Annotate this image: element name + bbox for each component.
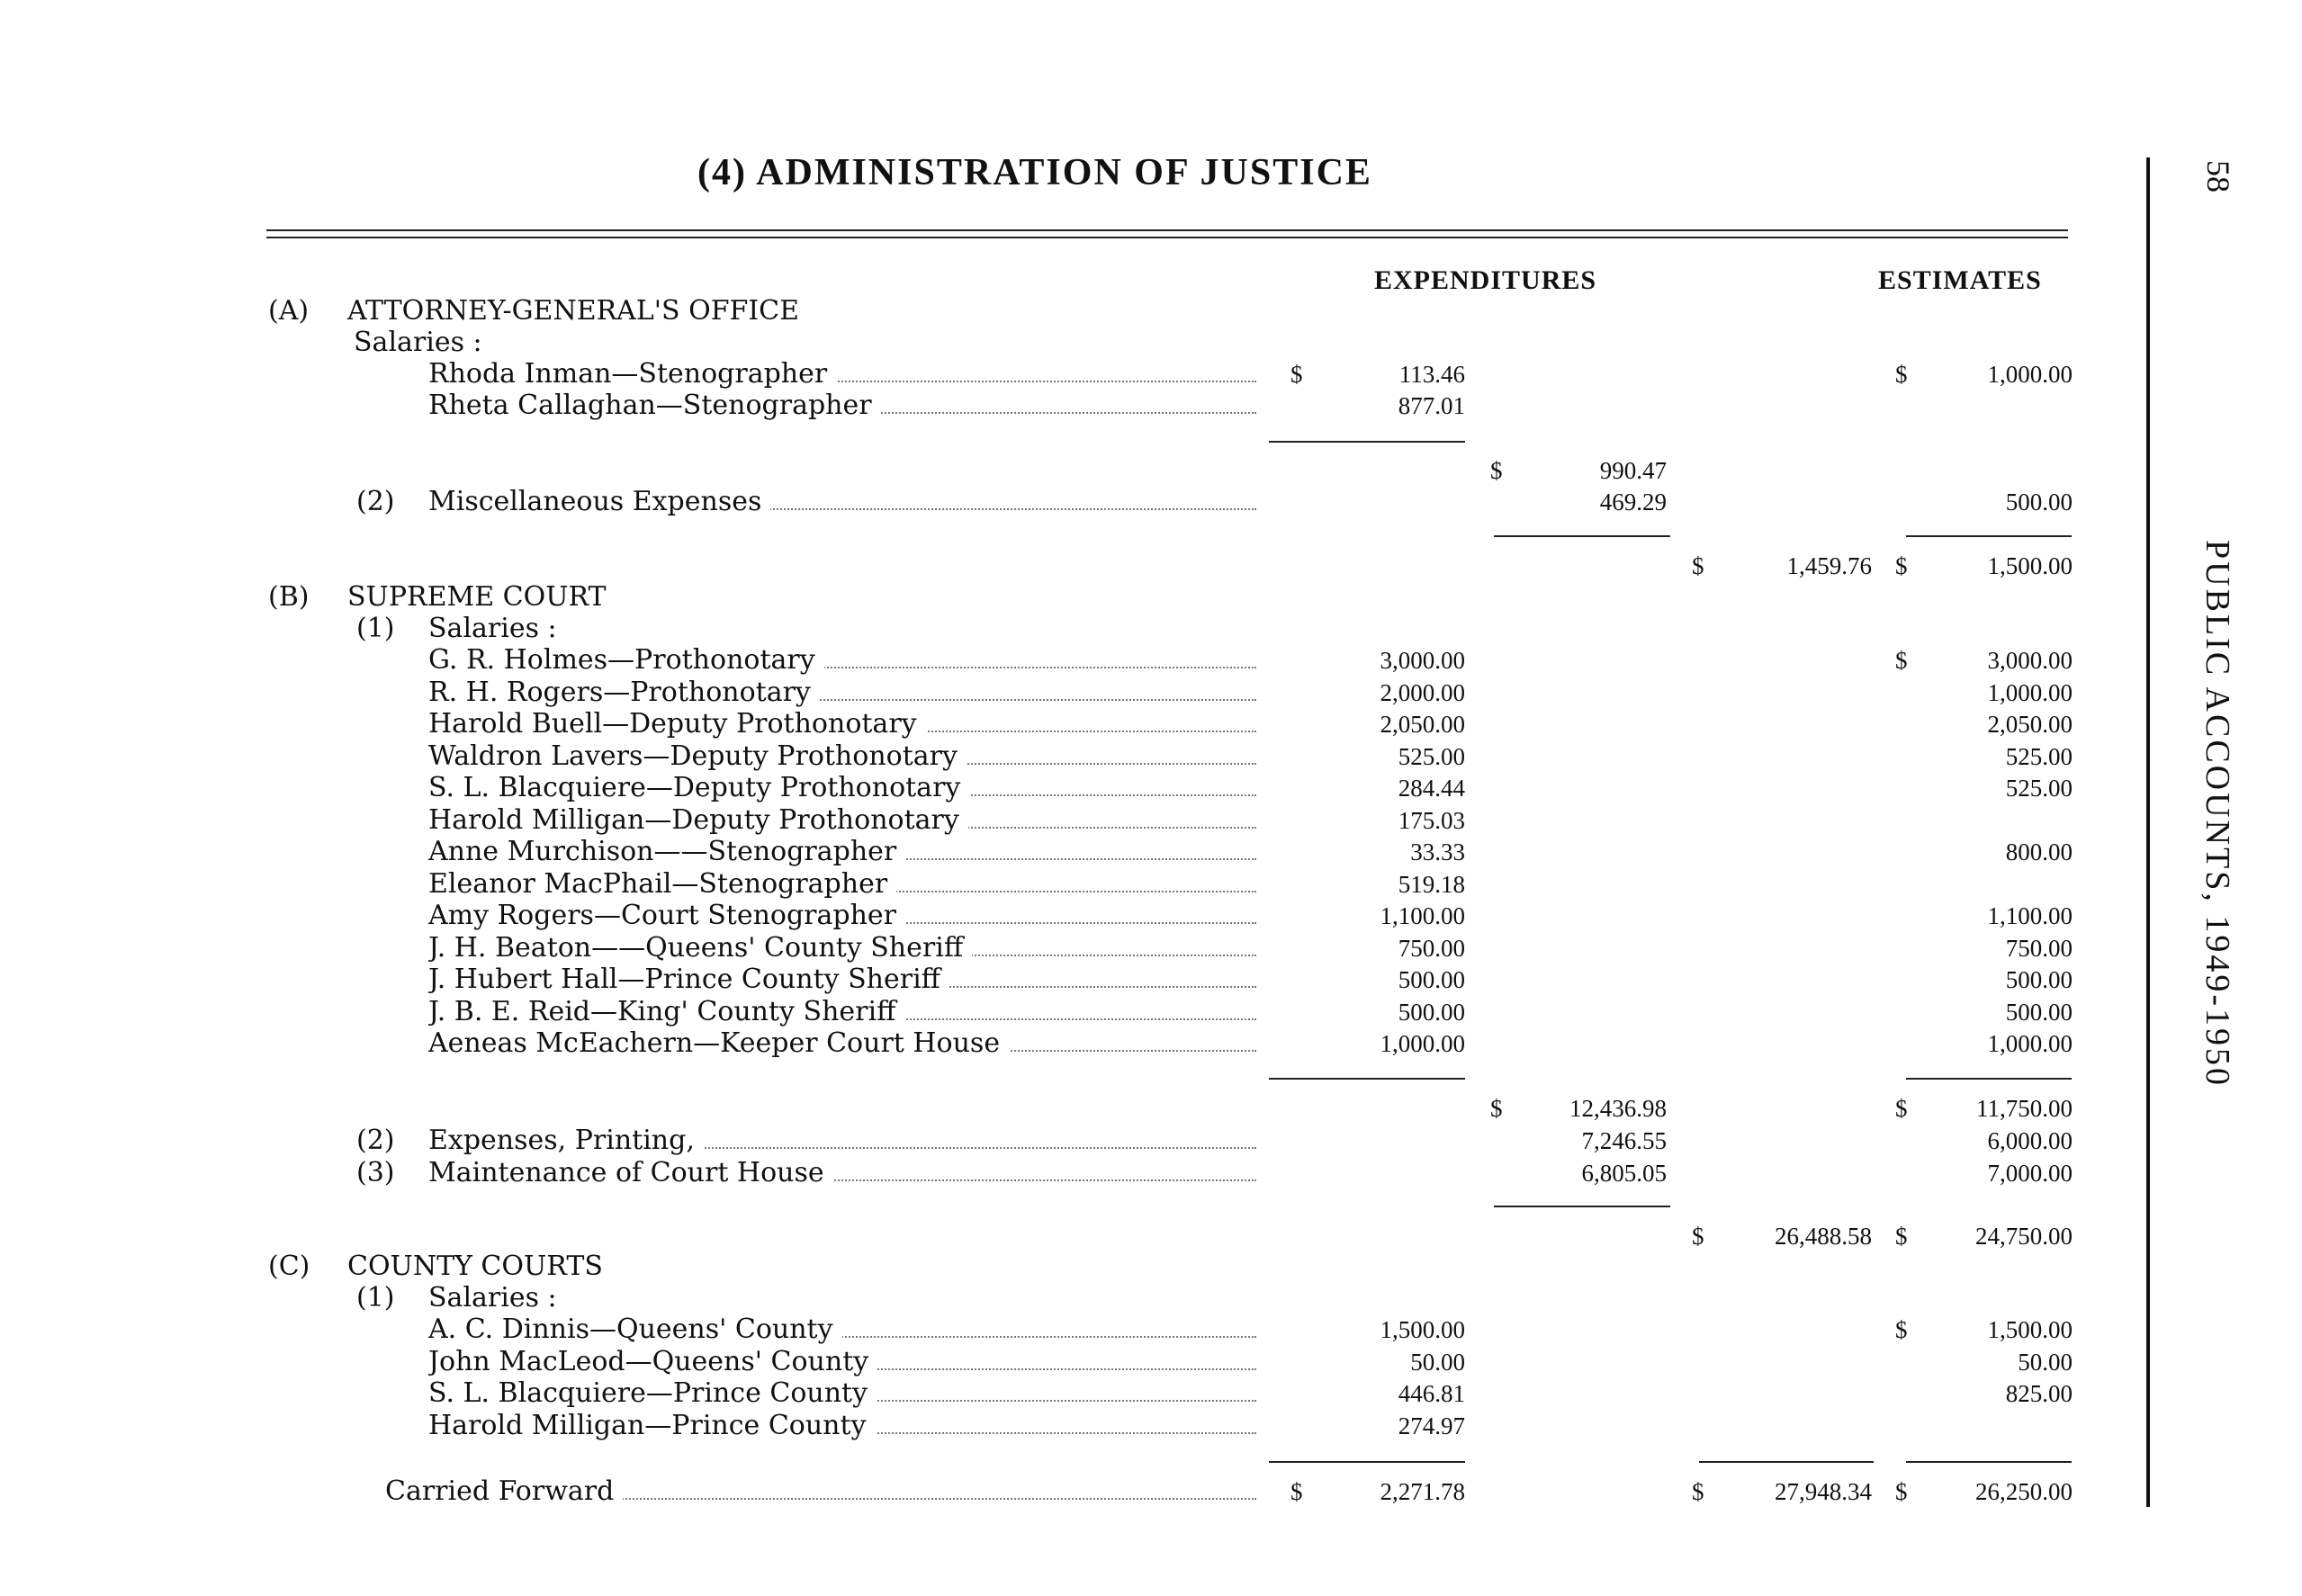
salary-expenditure: 750.00	[1398, 934, 1465, 962]
section-a-salaries-label: Salaries :	[354, 327, 482, 358]
expense-expenditure: 6,805.05	[1581, 1159, 1667, 1187]
section-a-estimate-underline	[1906, 535, 2072, 537]
table-row	[0, 1314, 2160, 1346]
dollar-sign: $	[1692, 1223, 1704, 1250]
section-c-salaries-number: (1)	[356, 1282, 395, 1314]
section-b-heading	[0, 581, 2160, 614]
section-a-estimate-total: 1,500.00	[1987, 552, 2073, 579]
table-row	[0, 390, 2160, 422]
section-b-total-row	[0, 1220, 2160, 1252]
dollar-sign: $	[1895, 1223, 1908, 1250]
salary-estimate: 1,500.00	[1987, 1316, 2073, 1343]
table-row	[0, 964, 2160, 996]
salary-expenditure: 1,000.00	[1380, 1030, 1465, 1057]
page-title: (4) ADMINISTRATION OF JUSTICE	[697, 152, 1372, 193]
dollar-sign: $	[1692, 1478, 1704, 1505]
salary-estimate: 750.00	[2005, 934, 2073, 962]
section-b-estimate-total: 24,750.00	[1975, 1223, 2073, 1250]
salary-estimate: 3,000.00	[1987, 647, 2073, 674]
salary-expenditure: 500.00	[1398, 966, 1465, 993]
table-row	[0, 644, 2160, 677]
salary-expenditure: 284.44	[1398, 775, 1465, 802]
table-row	[0, 1346, 2160, 1378]
dollar-sign: $	[1692, 552, 1704, 579]
table-row	[0, 708, 2160, 740]
salary-expenditure: 2,050.00	[1380, 711, 1465, 738]
section-a-total-row	[0, 550, 2160, 582]
table-row	[0, 868, 2160, 901]
salary-expenditure: 519.18	[1398, 870, 1465, 898]
section-b-salaries-number: (1)	[356, 613, 395, 644]
salary-name	[428, 1027, 1262, 1060]
dollar-sign: $	[1490, 457, 1503, 484]
dollar-sign: $	[1290, 1478, 1303, 1505]
section-c-salaries-label: Salaries :	[428, 1282, 557, 1314]
section-b-salaries-underline	[1269, 1078, 1465, 1080]
salary-name	[428, 1410, 1262, 1442]
section-c-title: COUNTY COURTS	[347, 1251, 603, 1282]
section-a-misc-row	[0, 486, 2160, 518]
salary-name	[428, 390, 1262, 422]
table-row	[0, 932, 2160, 964]
expense-label	[428, 1125, 1262, 1157]
salary-estimate: 500.00	[2005, 966, 2073, 993]
table-row	[0, 740, 2160, 773]
section-b-salaries-estimate-underline	[1906, 1078, 2072, 1080]
salary-estimate: 1,100.00	[1987, 902, 2073, 929]
expense-label-text: Maintenance of Court House	[428, 1157, 833, 1188]
expense-estimate: 6,000.00	[1987, 1127, 2073, 1154]
section-a-letter: (A)	[268, 295, 310, 327]
salary-name-text: A. C. Dinnis—Queens' County	[428, 1314, 842, 1345]
salary-name	[428, 1314, 1262, 1346]
table-row	[0, 358, 2160, 390]
expense-number: (2)	[356, 1125, 395, 1156]
salary-name	[428, 772, 1262, 804]
dollar-sign: $	[1290, 361, 1303, 388]
salary-name-text: J. Hubert Hall—Prince County Sheriff	[428, 964, 949, 995]
salary-name	[428, 964, 1262, 996]
salary-estimate: 525.00	[2005, 775, 2073, 802]
salary-name-text: Harold Milligan—Deputy Prothonotary	[428, 804, 968, 836]
table-row	[0, 996, 2160, 1028]
dollar-sign: $	[1895, 647, 1908, 674]
column-header-expenditures: EXPENDITURES	[1374, 265, 1597, 295]
salary-expenditure: 446.81	[1398, 1380, 1465, 1407]
salary-name-text: S. L. Blacquiere—Prince County	[428, 1377, 877, 1409]
section-a-salaries-total-row	[0, 454, 2160, 487]
salary-name	[428, 358, 1262, 390]
salary-estimate: 1,000.00	[1987, 678, 2073, 706]
table-row	[0, 804, 2160, 837]
expense-label-text: Expenses, Printing,	[428, 1125, 704, 1156]
section-a-misc-underline	[1494, 535, 1670, 537]
side-header: PUBLIC ACCOUNTS, 1949-1950	[2199, 540, 2236, 1088]
section-a-salaries-heading	[0, 327, 2160, 359]
section-c-heading	[0, 1251, 2160, 1283]
section-b-title: SUPREME COURT	[347, 581, 607, 613]
salary-name	[428, 1346, 1262, 1378]
section-b-salaries-total-row	[0, 1092, 2160, 1125]
salary-name-text: R. H. Rogers—Prothonotary	[428, 677, 820, 708]
salary-name-text: G. R. Holmes—Prothonotary	[428, 644, 824, 676]
carried-forward-row	[0, 1475, 2160, 1508]
salary-expenditure: 50.00	[1410, 1348, 1465, 1376]
salary-estimate: 1,000.00	[1987, 1030, 2073, 1057]
carried-forward-underline-3	[1699, 1461, 1874, 1463]
salary-estimate: 2,050.00	[1987, 711, 2073, 738]
salary-expenditure: 500.00	[1398, 998, 1465, 1026]
salary-name	[428, 644, 1262, 677]
expense-label	[428, 1157, 1262, 1189]
salary-expenditure: 175.03	[1398, 806, 1465, 834]
section-a-misc-estimate: 500.00	[2005, 489, 2073, 516]
salary-expenditure: 33.33	[1410, 838, 1465, 865]
section-c-salaries-heading	[0, 1282, 2160, 1314]
salary-name-text: J. H. Beaton——Queens' County Sheriff	[428, 932, 972, 964]
section-b-letter: (B)	[268, 581, 310, 613]
section-a-misc-number: (2)	[356, 486, 395, 517]
dollar-sign: $	[1490, 1095, 1503, 1122]
salary-name	[428, 868, 1262, 901]
salary-name-text: Amy Rogers—Court Stenographer	[428, 900, 905, 931]
expense-number: (3)	[356, 1156, 395, 1188]
table-row	[0, 836, 2160, 868]
salary-estimate: 525.00	[2005, 742, 2073, 770]
salary-name	[428, 932, 1262, 964]
salary-expenditure: 1,100.00	[1380, 902, 1465, 929]
section-a-heading	[0, 295, 2160, 327]
salary-expenditure: 2,000.00	[1380, 678, 1465, 706]
salary-estimate: 1,000.00	[1987, 361, 2073, 388]
section-b-salaries-total: 12,436.98	[1569, 1095, 1667, 1122]
section-b-salaries-heading	[0, 613, 2160, 645]
carried-forward-total: 27,948.34	[1775, 1478, 1872, 1505]
carried-forward-expenditure: 2,271.78	[1380, 1478, 1465, 1505]
salary-name	[428, 1377, 1262, 1410]
salary-name	[428, 996, 1262, 1028]
salary-estimate: 50.00	[2018, 1348, 2073, 1376]
salary-name-text: Rheta Callaghan—Stenographer	[428, 390, 881, 421]
carried-forward-label	[385, 1475, 1262, 1508]
table-row	[0, 1377, 2160, 1410]
table-row	[0, 1157, 2160, 1189]
section-a-misc-label-text: Miscellaneous Expenses	[428, 486, 770, 517]
page-number: 58	[2200, 160, 2236, 193]
table-row	[0, 1027, 2160, 1060]
section-b-salaries-label: Salaries :	[428, 613, 557, 644]
dollar-sign: $	[1895, 1095, 1908, 1122]
salary-estimate: 500.00	[2005, 998, 2073, 1026]
expense-expenditure: 7,246.55	[1581, 1127, 1667, 1154]
section-c-letter: (C)	[268, 1251, 310, 1282]
table-row	[0, 900, 2160, 932]
salary-name-text: Harold Buell—Deputy Prothonotary	[428, 708, 926, 740]
salary-expenditure: 113.46	[1398, 361, 1465, 388]
section-a-total: 1,459.76	[1786, 552, 1872, 579]
carried-forward-underline-4	[1906, 1461, 2072, 1463]
salary-name	[428, 804, 1262, 837]
salary-estimate: 825.00	[2005, 1380, 2073, 1407]
section-b-expenses-underline	[1494, 1206, 1670, 1207]
salary-name-text: S. L. Blacquiere—Deputy Prothonotary	[428, 772, 969, 803]
dollar-sign: $	[1895, 552, 1908, 579]
section-a-salaries-total: 990.47	[1599, 457, 1667, 484]
salary-expenditure: 525.00	[1398, 742, 1465, 770]
table-row	[0, 772, 2160, 804]
carried-forward-label-text: Carried Forward	[385, 1475, 623, 1507]
section-a-misc-expenditure: 469.29	[1599, 489, 1667, 516]
section-b-salaries-estimate-total: 11,750.00	[1976, 1095, 2073, 1122]
salary-name-text: Waldron Lavers—Deputy Prothonotary	[428, 740, 967, 772]
salary-name-text: Aeneas McEachern—Keeper Court House	[428, 1027, 1009, 1059]
table-row	[0, 1125, 2160, 1157]
salary-name	[428, 836, 1262, 868]
salary-name-text: J. B. E. Reid—King' County Sheriff	[428, 996, 904, 1027]
salary-name-text: John MacLeod—Queens' County	[428, 1346, 877, 1377]
carried-forward-underline-1	[1269, 1461, 1465, 1463]
table-row	[0, 677, 2160, 709]
salary-name	[428, 900, 1262, 932]
salary-estimate: 800.00	[2005, 838, 2073, 865]
salary-expenditure: 877.01	[1398, 392, 1465, 419]
salary-expenditure: 274.97	[1398, 1412, 1465, 1439]
dollar-sign: $	[1895, 1478, 1908, 1505]
carried-forward-estimate: 26,250.00	[1975, 1478, 2073, 1505]
salary-expenditure: 3,000.00	[1380, 647, 1465, 674]
table-row	[0, 1410, 2160, 1442]
dollar-sign: $	[1895, 361, 1908, 388]
dollar-sign: $	[1895, 1316, 1908, 1343]
salary-name-text: Harold Milligan—Prince County	[428, 1410, 876, 1441]
salary-expenditure: 1,500.00	[1380, 1316, 1465, 1343]
salary-name-text: Rhoda Inman—Stenographer	[428, 358, 836, 390]
section-b-total: 26,488.58	[1775, 1223, 1872, 1250]
section-a-title: ATTORNEY-GENERAL'S OFFICE	[347, 295, 800, 327]
section-a-misc-label	[428, 486, 1262, 518]
expense-estimate: 7,000.00	[1987, 1159, 2073, 1187]
salary-name	[428, 708, 1262, 740]
section-a-salaries-underline	[1269, 441, 1465, 443]
salary-name-text: Anne Murchison——Stenographer	[428, 836, 905, 867]
salary-name	[428, 740, 1262, 773]
salary-name	[428, 677, 1262, 709]
salary-name-text: Eleanor MacPhail—Stenographer	[428, 868, 896, 900]
column-header-estimates: ESTIMATES	[1878, 265, 2042, 295]
